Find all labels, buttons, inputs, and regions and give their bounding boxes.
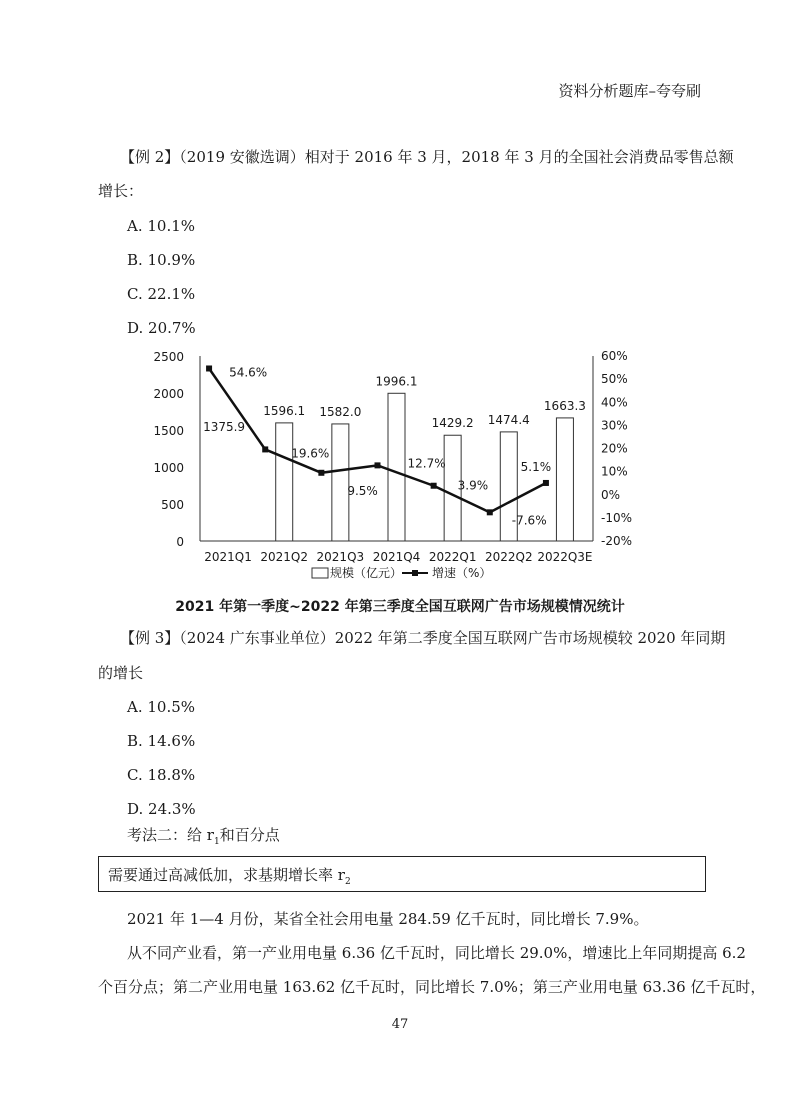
x-axis-tick-label: 2021Q2	[260, 550, 309, 564]
growth-value-label: 12.7%	[407, 456, 446, 471]
legend-bar-swatch	[312, 568, 328, 578]
bar-value-label: 1429.2	[431, 416, 474, 431]
bar-2021q3	[332, 424, 349, 541]
left-axis-tick-label: 0	[176, 535, 184, 549]
growth-point	[206, 365, 212, 371]
bar-value-label: 1375.9	[203, 419, 246, 434]
bar-value-label: 1663.3	[543, 398, 586, 413]
growth-value-label: -7.6%	[511, 513, 547, 528]
example3-option-c: C. 18.8%	[127, 766, 196, 784]
left-axis-tick-label: 500	[161, 498, 184, 512]
example3-option-b: B. 14.6%	[127, 732, 196, 750]
method-heading: 考法二：给 $r_1$和百分点	[127, 826, 280, 847]
body-paragraph-2-line1: 从不同产业看，第一产业用电量 6.36 亿千瓦时，同比增长 29.0%，增速比上年同期提高 6.2	[127, 944, 746, 962]
right-axis-tick-label: 0%	[601, 487, 621, 502]
bar-2022q3e	[556, 418, 573, 541]
x-axis-tick-label: 2021Q4	[372, 550, 421, 564]
x-axis-tick-label: 2021Q1	[204, 550, 252, 564]
bar-2021q4	[388, 393, 405, 541]
right-axis-tick-label: 60%	[601, 349, 628, 363]
growth-value-label: 54.6%	[229, 365, 268, 380]
right-axis-tick-label: 40%	[601, 395, 628, 410]
tip-box	[98, 856, 706, 892]
bar-value-label: 1996.1	[375, 374, 418, 389]
body-paragraph-1: 2021 年 1—4 月份，某省全社会用电量 284.59 亿千瓦时，同比增长 7.9%。	[127, 910, 649, 928]
growth-value-label: 3.9%	[457, 478, 489, 493]
example2-question-line1: 【例 2】（2019 安徽选调）相对于 2016 年 3 月，2018 年 3 月的全国社会消费品零售总额	[120, 148, 734, 166]
x-axis-tick-label: 2021Q3	[316, 550, 365, 564]
x-axis-tick-label: 2022Q1	[428, 550, 477, 564]
example2-option-d: D. 20.7%	[127, 319, 196, 337]
growth-value-label: 5.1%	[520, 459, 552, 474]
growth-value-label: 19.6%	[291, 446, 330, 461]
page-number: 47	[391, 1017, 409, 1032]
bar-value-label: 1474.4	[487, 412, 530, 427]
bar-value-label: 1582.0	[319, 404, 362, 419]
example2-option-c: C. 22.1%	[127, 285, 196, 303]
left-axis-tick-label: 2000	[153, 387, 184, 401]
tip-box-text: 需要通过高减低加，求基期增长率 $r_2$	[108, 866, 351, 887]
example3-question-line2: 的增长	[98, 664, 144, 682]
example2-option-b: B. 10.9%	[127, 251, 196, 269]
left-axis-tick-label: 1500	[153, 424, 184, 438]
example2-option-a: A. 10.1%	[127, 217, 196, 235]
legend-bar-label: 规模（亿元）	[330, 566, 403, 580]
x-axis-tick-label: 2022Q3E	[537, 550, 593, 564]
left-axis-tick-label: 2500	[153, 350, 184, 364]
example2-question-line2: 增长：	[98, 182, 144, 200]
right-axis-tick-label: -20%	[601, 534, 633, 548]
page-header: 资料分析题库–夸夸刷	[558, 82, 701, 100]
chart-title: 2021 年第一季度~2022 年第三季度全国互联网广告市场规模情况统计	[175, 599, 625, 615]
ad-market-chart	[0, 340, 800, 595]
growth-point	[543, 480, 549, 486]
growth-point	[262, 446, 268, 452]
growth-point	[375, 462, 381, 468]
example3-option-a: A. 10.5%	[127, 698, 196, 716]
body-paragraph-2-line2: 个百分点；第二产业用电量 163.62 亿千瓦时，同比增长 7.0%；第三产业用电量 63.36 亿千瓦时，	[98, 978, 766, 996]
right-axis-tick-label: 10%	[601, 464, 628, 479]
example3-option-d: D. 24.3%	[127, 800, 196, 818]
growth-point	[487, 509, 493, 515]
right-axis-tick-label: 20%	[601, 441, 628, 456]
right-axis-tick-label: -10%	[601, 510, 633, 525]
legend-line-marker	[412, 570, 418, 576]
right-axis-tick-label: 30%	[601, 418, 628, 433]
bar-2021q2	[276, 423, 293, 541]
growth-value-label: 9.5%	[347, 483, 378, 498]
growth-point	[431, 483, 437, 489]
growth-point	[318, 470, 324, 476]
bar-value-label: 1596.1	[263, 403, 306, 418]
x-axis-tick-label: 2022Q2	[484, 550, 533, 564]
example3-question-line1: 【例 3】（2024 广东事业单位）2022 年第二季度全国互联网广告市场规模较 2020 年同期	[120, 629, 726, 647]
right-axis-tick-label: 50%	[601, 372, 628, 387]
left-axis-tick-label: 1000	[153, 461, 184, 475]
legend-line-label: 增速（%）	[432, 566, 492, 580]
